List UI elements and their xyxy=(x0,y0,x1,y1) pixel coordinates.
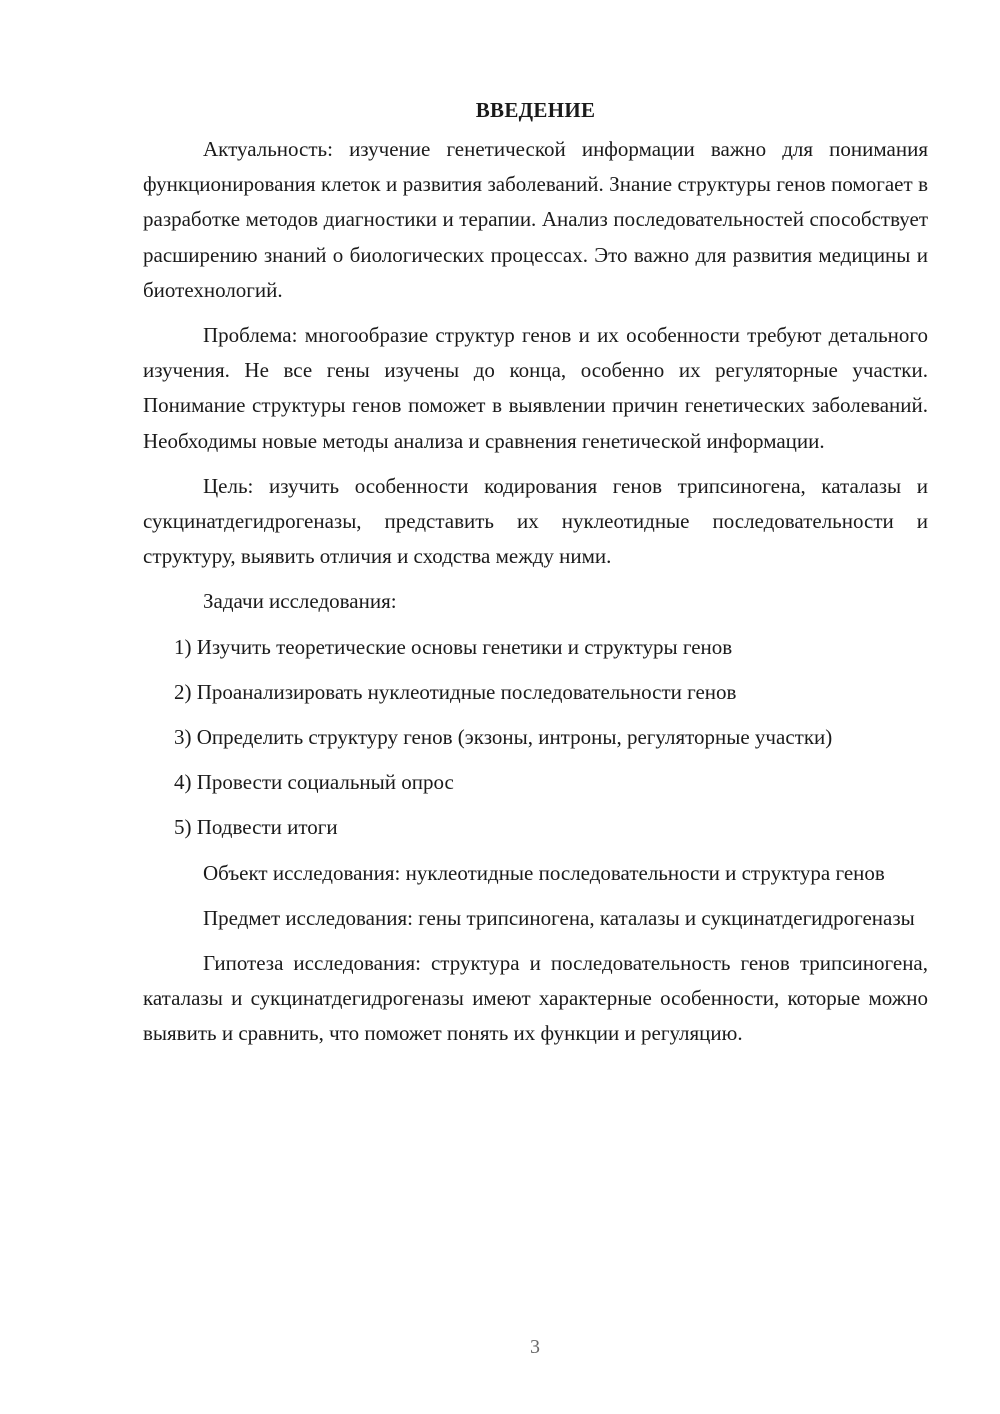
page-number: 3 xyxy=(530,1336,540,1358)
object-paragraph: Объект исследования: нуклеотидные последовательности и структура генов xyxy=(203,860,885,885)
task-item-3: 3) Определить структуру генов (экзоны, интроны, регуляторные участки) xyxy=(174,725,833,750)
subject-paragraph: Предмет исследования: гены трипсиногена, каталазы и сукцинатдегидрогеназы xyxy=(203,905,915,930)
task-item-2: 2) Проанализировать нуклеотидные последовательности генов xyxy=(174,679,737,704)
task-item-5: 5) Подвести итоги xyxy=(174,815,338,840)
section-heading: ВВЕДЕНИЕ xyxy=(475,98,596,122)
task-item-1: 1) Изучить теоретические основы генетики и структуры генов xyxy=(174,634,733,659)
task-item-4: 4) Провести социальный опрос xyxy=(174,770,454,795)
tasks-title: Задачи исследования: xyxy=(203,589,397,614)
problem-paragraph: Проблема: многообразие структур генов и их особенности требуют детального изучения. Не все гены изучены до конца, особенно их регуляторные участки. Понимание структуры генов поможет в выявлении причин генетических заболеваний. Необходимы новые методы анализа и сравнения генетической информации. xyxy=(143,323,928,453)
hypothesis-paragraph: Гипотеза исследования: структура и последовательность генов трипсиногена, каталазы и сукцинатдегидрогеназы имеют характерные особенности, которые можно выявить и сравнить, что поможет понять их функции и регуляцию. xyxy=(143,951,928,1046)
goal-paragraph: Цель: изучить особенности кодирования генов трипсиногена, каталазы и сукцинатдегидрогеназы, представить их нуклеотидные последовательности и структуру, выявить отличия и сходства между ними. xyxy=(143,473,928,569)
relevance-paragraph: Актуальность: изучение генетической информации важно для понимания функционирования клеток и развития заболеваний. Знание структуры генов помогает в разработке методов диагностики и терапии. Анализ последовательностей способствует расширению знаний о биологических процессах. Это важно для развития медицины и биотехнологий. xyxy=(143,137,928,302)
document-body xyxy=(143,92,928,1062)
